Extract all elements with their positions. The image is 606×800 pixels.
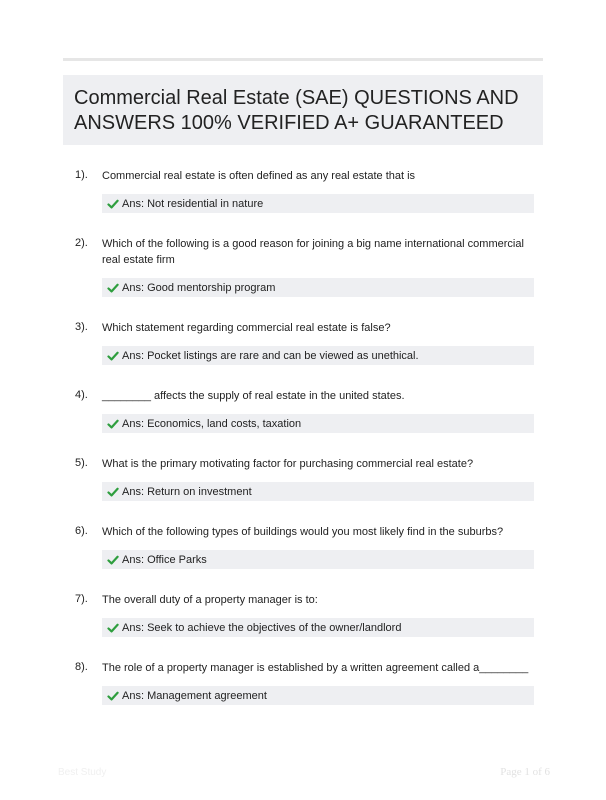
answer-box — [102, 346, 534, 365]
page-indicator: Page 1 of 6 — [500, 766, 550, 778]
question-number: 2). — [75, 237, 88, 249]
answer-text: Ans: Economics, land costs, taxation — [122, 417, 302, 430]
question-item — [75, 524, 545, 592]
question-text: Commercial real estate is often defined as any real estate that is — [102, 170, 416, 182]
check-icon — [107, 282, 119, 294]
check-icon — [107, 486, 119, 498]
check-icon — [107, 554, 119, 566]
question-number: 1). — [75, 169, 88, 181]
title-banner — [63, 75, 543, 145]
question-item — [75, 236, 545, 320]
check-icon — [107, 350, 119, 362]
check-icon — [107, 622, 119, 634]
question-number: 3). — [75, 321, 88, 333]
check-icon — [107, 418, 119, 430]
check-icon — [107, 198, 119, 210]
answer-box — [102, 278, 534, 297]
question-number: 7). — [75, 593, 88, 605]
question-text: ________ affects the supply of real estate in the united states. — [102, 390, 405, 402]
answer-text: Ans: Good mentorship program — [122, 281, 276, 294]
check-icon — [107, 690, 119, 702]
answer-box — [102, 414, 534, 433]
answer-box — [102, 618, 534, 637]
question-item — [75, 456, 545, 524]
question-text: The role of a property manager is established by a written agreement called a________ — [102, 662, 529, 674]
document-title: Commercial Real Estate (SAE) QUESTIONS AND ANSWERS 100% VERIFIED A+ GUARANTEED — [74, 87, 519, 134]
question-item — [75, 388, 545, 456]
question-text: Which of the following is a good reason for joining a big name international commercial real estate firm — [102, 238, 524, 266]
footer-watermark: Best Study — [58, 767, 107, 778]
question-list — [75, 168, 545, 728]
question-number: 8). — [75, 661, 88, 673]
answer-text: Ans: Return on investment — [122, 485, 252, 498]
answer-text: Ans: Office Parks — [122, 553, 207, 566]
question-item — [75, 592, 545, 660]
top-divider — [63, 58, 543, 61]
question-text: Which statement regarding commercial real estate is false? — [102, 322, 391, 334]
question-text: What is the primary motivating factor for purchasing commercial real estate? — [102, 458, 474, 470]
question-item — [75, 168, 545, 236]
question-number: 5). — [75, 457, 88, 469]
answer-box — [102, 550, 534, 569]
question-number: 6). — [75, 525, 88, 537]
answer-text: Ans: Not residential in nature — [122, 197, 264, 210]
answer-text: Ans: Seek to achieve the objectives of the owner/landlord — [122, 621, 402, 634]
answer-text: Ans: Management agreement — [122, 689, 267, 702]
answer-box — [102, 194, 534, 213]
question-item — [75, 320, 545, 388]
question-number: 4). — [75, 389, 88, 401]
answer-box — [102, 482, 534, 501]
question-text: Which of the following types of buildings would you most likely find in the suburbs? — [102, 526, 504, 538]
answer-text: Ans: Pocket listings are rare and can be viewed as unethical. — [122, 349, 419, 362]
question-item — [75, 660, 545, 728]
answer-box — [102, 686, 534, 705]
question-text: The overall duty of a property manager is to: — [102, 594, 318, 606]
